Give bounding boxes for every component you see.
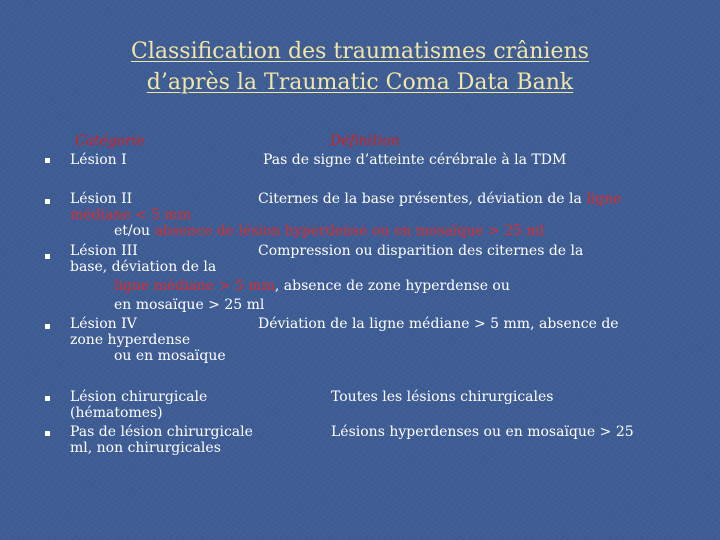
row2-definition-line2: médiane < 5 mm bbox=[70, 207, 192, 223]
row3-definition-line4: en mosaïque > 25 ml bbox=[114, 297, 265, 313]
row2-def-highlight: ligne bbox=[586, 191, 622, 207]
bullet-2-icon bbox=[45, 199, 50, 204]
row2-def-and-or: et/ou bbox=[114, 223, 155, 239]
header-category: Catégorie bbox=[75, 133, 145, 149]
row4-definition-line1: Déviation de la ligne médiane > 5 mm, absence de bbox=[258, 316, 619, 332]
row2-def-text: Citernes de la base présentes, déviation de la bbox=[258, 191, 587, 207]
header-definition: Définition bbox=[330, 133, 400, 149]
row6-category-line2: ml, non chirurgicales bbox=[70, 440, 221, 456]
row5-category-line1: Lésion chirurgicale bbox=[70, 389, 208, 405]
row2-def-highlight-2: absence de lésion hyperdense ou en mosaïque > 25 ml bbox=[154, 223, 545, 239]
row4-definition-line3: ou en mosaïque bbox=[114, 348, 226, 364]
row3-definition-line2: base, déviation de la bbox=[70, 259, 217, 275]
title-line-2: d’après la Traumatic Coma Data Bank bbox=[146, 70, 574, 95]
row3-def-highlight: ligne médiane > 5 mm bbox=[114, 278, 275, 294]
row3-def-text: , absence de zone hyperdense ou bbox=[274, 278, 510, 294]
bullet-5-icon bbox=[45, 396, 50, 401]
bullet-1-icon bbox=[45, 158, 50, 163]
row3-definition-line1: Compression ou disparition des citernes de la bbox=[258, 243, 584, 259]
bullet-6-icon bbox=[45, 431, 50, 436]
row4-category: Lésion IV bbox=[70, 316, 137, 332]
row2-definition-line1 bbox=[258, 191, 622, 208]
row2-definition-line3 bbox=[114, 223, 544, 240]
row3-category: Lésion III bbox=[70, 243, 138, 259]
row6-category-line1: Pas de lésion chirurgicale bbox=[70, 424, 253, 440]
bullet-3-icon bbox=[45, 254, 50, 259]
slide-title bbox=[40, 36, 680, 98]
row1-category: Lésion I bbox=[70, 152, 127, 168]
row2-category: Lésion II bbox=[70, 191, 133, 207]
row5-category-line2: (hématomes) bbox=[70, 405, 163, 421]
row4-definition-line2: zone hyperdense bbox=[70, 332, 191, 348]
row5-definition: Toutes les lésions chirurgicales bbox=[331, 389, 554, 405]
bullet-4-icon bbox=[45, 324, 50, 329]
row3-definition-line3 bbox=[114, 278, 510, 295]
title-line-1: Classification des traumatismes crâniens bbox=[131, 39, 589, 64]
row1-definition: Pas de signe d’atteinte cérébrale à la TDM bbox=[263, 152, 567, 168]
row6-definition: Lésions hyperdenses ou en mosaïque > 25 bbox=[331, 424, 634, 440]
